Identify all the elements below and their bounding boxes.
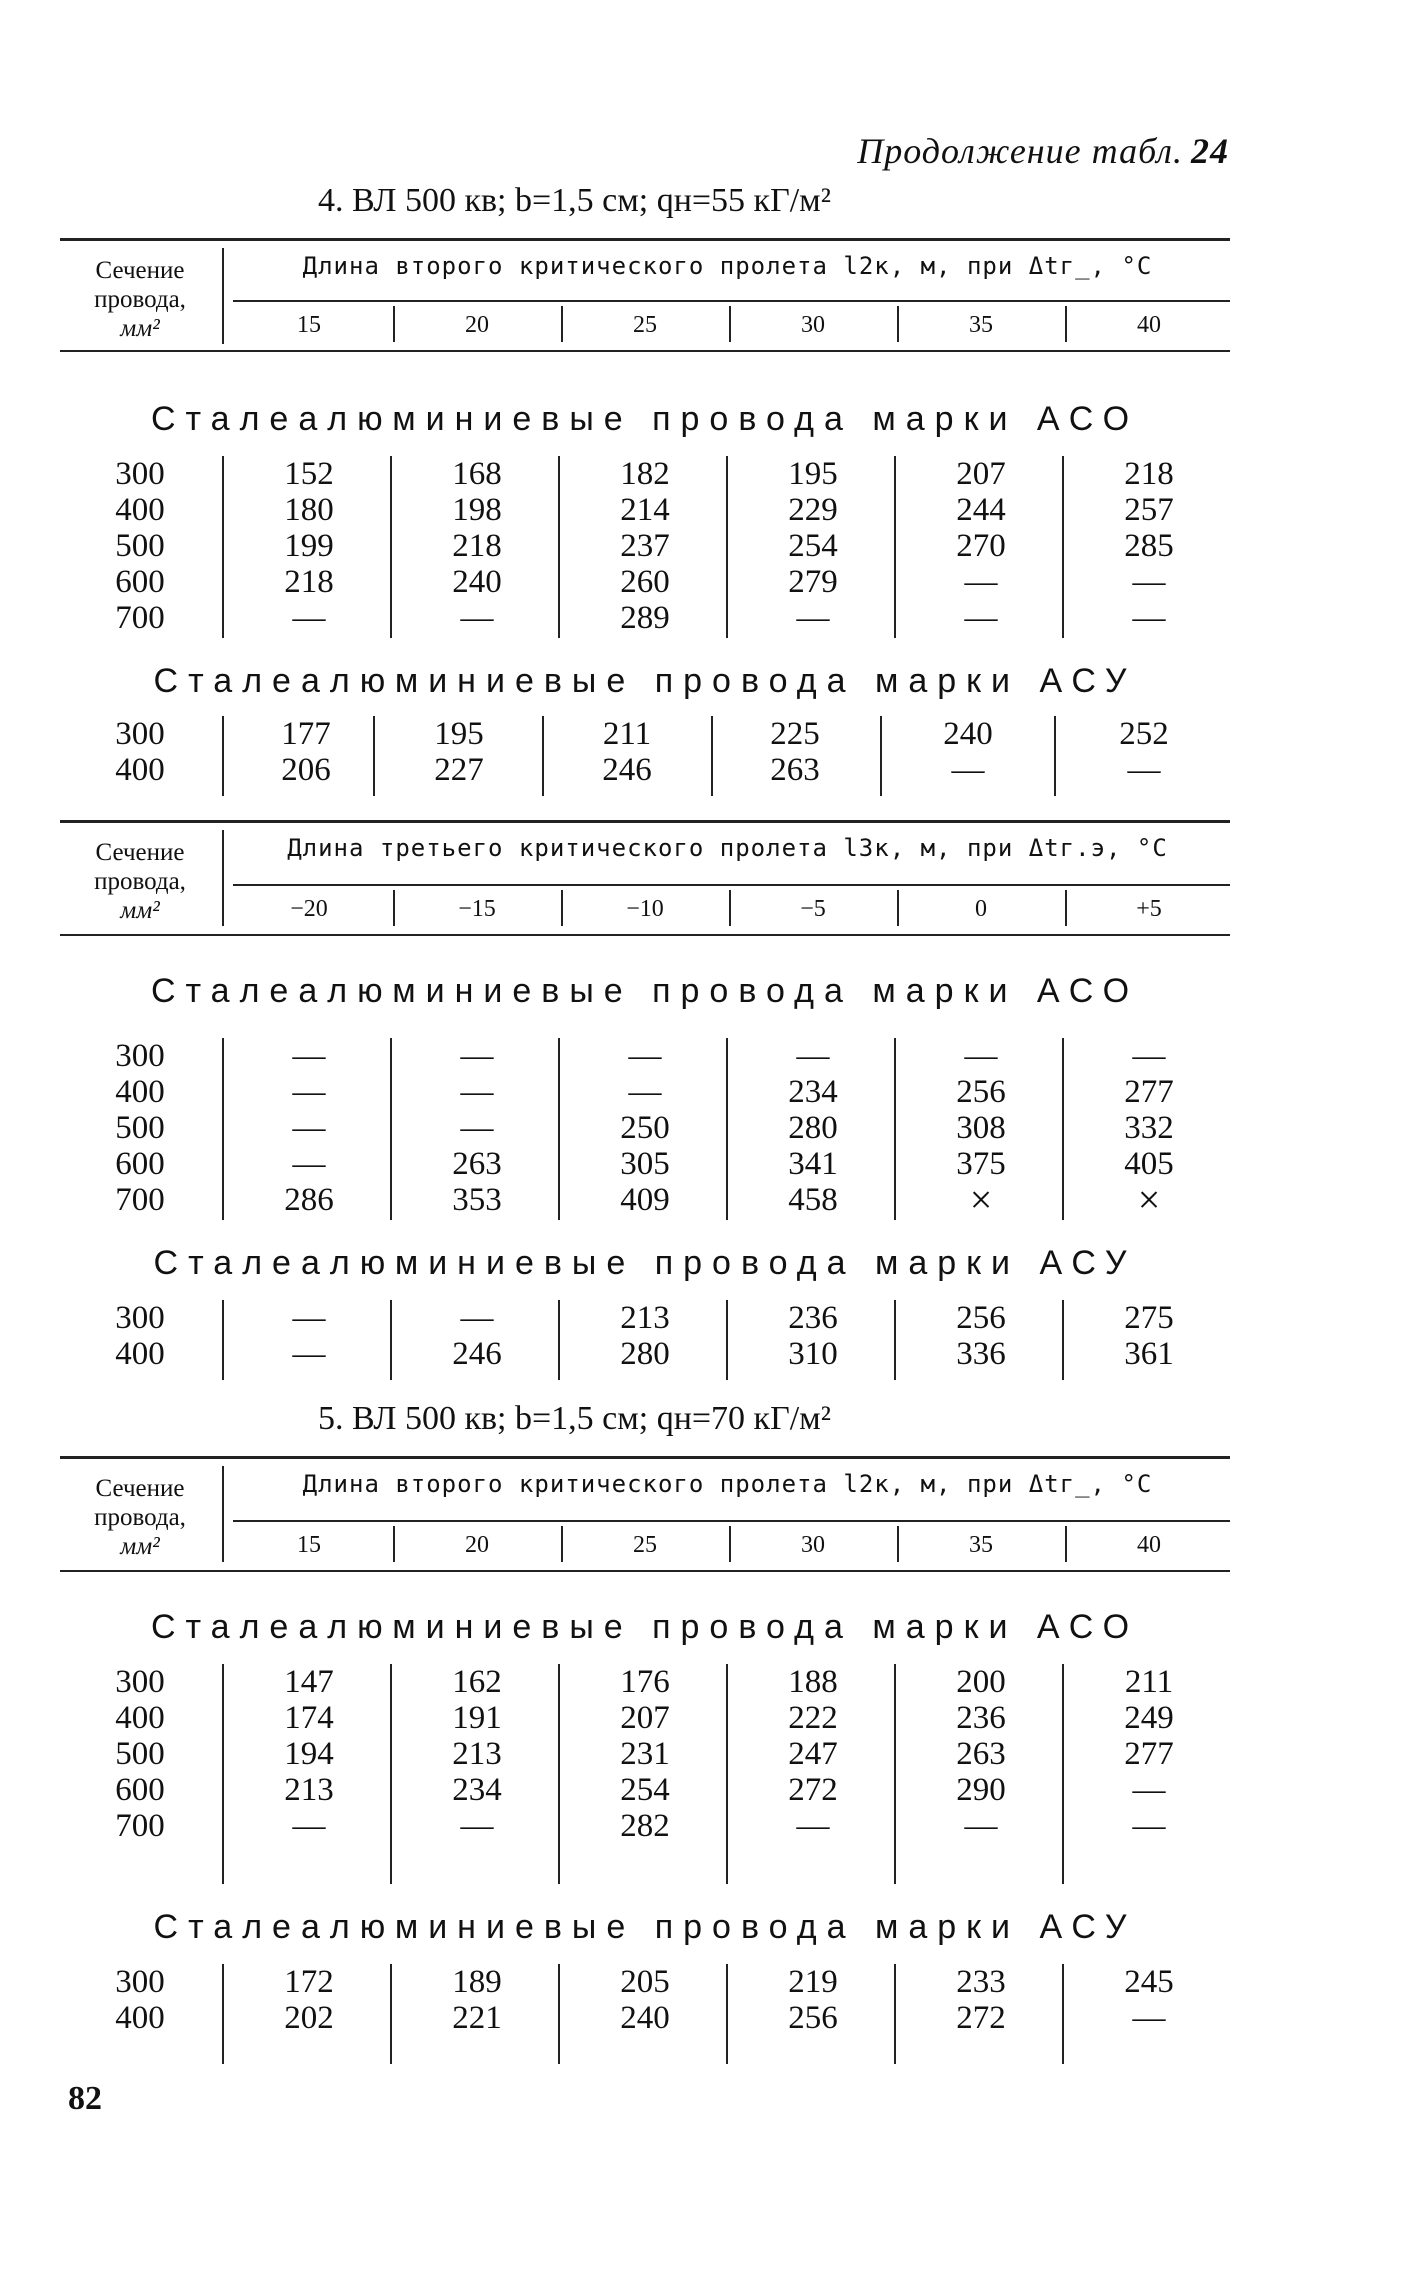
column-header: 35 [969,312,993,338]
column-divider [222,456,224,638]
table-cell: × [1137,1177,1161,1222]
table-cell: 234 [452,1772,502,1808]
table-cell: 256 [788,2000,838,2036]
table-cell: — [796,1808,830,1844]
table-cell: 405 [1124,1146,1174,1182]
table-cell: 252 [1119,716,1169,752]
table-cell: — [1132,2000,1166,2036]
column-header: 30 [801,1532,825,1558]
table-header-bottom-rule [60,934,1230,936]
header-divider [561,890,563,926]
table-cell: 458 [788,1182,838,1218]
table-cell: 260 [620,564,670,600]
header-divider [561,1526,563,1562]
row-section: 500 [115,1110,165,1146]
table-cell: 177 [281,716,331,752]
header-line: Сечение [95,1475,185,1502]
section-title-text: 5. ВЛ 500 кв; b=1,5 см; qн=70 кГ/м² [318,1400,831,1437]
table-cell: — [964,1038,998,1074]
table-cell: 240 [943,716,993,752]
table-cell: 218 [452,528,502,564]
table-cell: 211 [602,716,652,752]
table-cell: 236 [788,1300,838,1336]
header-divider [1065,1526,1067,1562]
table-cell: 263 [770,752,820,788]
column-header: 15 [297,1532,321,1558]
table-cell: 249 [1124,1700,1174,1736]
header-divider [729,306,731,342]
column-header: −20 [290,896,328,922]
table-cell: 250 [620,1110,670,1146]
row-section: 300 [115,1964,165,2000]
column-header: 25 [633,312,657,338]
table-cell: — [964,1808,998,1844]
table-cell: 277 [1124,1074,1174,1110]
column-header: +5 [1136,896,1162,922]
table-cell: — [951,752,985,788]
table-cell: 279 [788,564,838,600]
header-divider [729,890,731,926]
table-cell: 247 [788,1736,838,1772]
table-header-title: Длина второго критического пролета l2к, м, при Δtг_, °С [302,252,1153,280]
group-label: Сталеалюминиевые провода марки АСУ [153,662,1137,700]
table-cell: 353 [452,1182,502,1218]
table-cell: 176 [620,1664,670,1700]
column-divider [1054,716,1056,796]
table-header-title: Длина второго критического пролета l2к, м, при Δtг_, °С [302,1470,1153,1498]
table-cell: 211 [1124,1664,1174,1700]
table-cell: 285 [1124,528,1174,564]
table-cell: 168 [452,456,502,492]
header-divider [393,306,395,342]
group-label: Сталеалюминиевые провода марки АСО [150,972,1140,1010]
table-cell: 233 [956,1964,1006,2000]
header-divider [393,890,395,926]
table-cell: 341 [788,1146,838,1182]
table-cell: 218 [284,564,334,600]
header-line: Сечение [95,839,185,866]
column-header: 0 [975,896,987,922]
header-divider [222,248,224,344]
table-cell: 199 [284,528,334,564]
table-cell: 213 [284,1772,334,1808]
table-cell: 263 [452,1146,502,1182]
table-cell: 254 [620,1772,670,1808]
section-title-text: 4. ВЛ 500 кв; b=1,5 см; qн=55 кГ/м² [318,182,831,219]
table-cell: 280 [788,1110,838,1146]
table-cell: 152 [284,456,334,492]
header-separator [233,300,1230,302]
table-cell: — [292,1110,326,1146]
table-cell: 246 [452,1336,502,1372]
column-header: −10 [626,896,664,922]
table-cell: 229 [788,492,838,528]
table-cell: — [460,1074,494,1110]
table-cell: — [292,1808,326,1844]
header-divider [1065,306,1067,342]
column-header: 15 [297,312,321,338]
row-section: 400 [115,1700,165,1736]
table-cell: 231 [620,1736,670,1772]
table-cell: 332 [1124,1110,1174,1146]
column-header: 20 [465,312,489,338]
row-section: 700 [115,1182,165,1218]
header-divider [897,1526,899,1562]
table-cell: 240 [620,2000,670,2036]
table-top-rule [60,1456,1230,1459]
table-cell: 225 [770,716,820,752]
table-cell: — [460,1300,494,1336]
row-section: 300 [115,716,165,752]
column-divider [222,1038,224,1220]
table-header-bottom-rule [60,1570,1230,1572]
header-separator [233,884,1230,886]
header-divider [561,306,563,342]
table-cell: 240 [452,564,502,600]
table-top-rule [60,820,1230,823]
header-divider [222,830,224,926]
column-divider [222,1300,224,1380]
row-section: 700 [115,1808,165,1844]
header-divider [897,306,899,342]
continuation-header [857,130,1229,172]
table-cell: 256 [956,1074,1006,1110]
header-line: провода, [94,286,186,313]
header-divider [729,1526,731,1562]
table-cell: 162 [452,1664,502,1700]
table-cell: 234 [788,1074,838,1110]
table-cell: 409 [620,1182,670,1218]
table-cell: 195 [788,456,838,492]
table-cell: 246 [602,752,652,788]
column-divider [222,1964,224,2064]
continuation-label: Продолжение табл. [857,131,1183,171]
table-cell: 213 [452,1736,502,1772]
table-cell: 280 [620,1336,670,1372]
table-cell: 236 [956,1700,1006,1736]
table-cell: — [1127,752,1161,788]
section-title [318,1400,831,1438]
table-cell: — [460,1808,494,1844]
table-cell: 336 [956,1336,1006,1372]
table-cell: 205 [620,1964,670,2000]
header-line: Сечение [95,257,185,284]
table-cell: — [460,1038,494,1074]
table-cell: 375 [956,1146,1006,1182]
table-cell: 256 [956,1300,1006,1336]
group-label: Сталеалюминиевые провода марки АСУ [153,1244,1137,1282]
table-cell: 213 [620,1300,670,1336]
table-cell: 286 [284,1182,334,1218]
row-section: 300 [115,456,165,492]
table-cell: 245 [1124,1964,1174,2000]
table-cell: — [292,1146,326,1182]
section-column-header [60,1474,220,1561]
table-cell: 277 [1124,1736,1174,1772]
table-cell: 172 [284,1964,334,2000]
table-cell: 254 [788,528,838,564]
table-cell: — [964,564,998,600]
table-cell: — [292,1300,326,1336]
section-column-header [60,838,220,925]
table-cell: 189 [452,1964,502,2000]
table-cell: 289 [620,600,670,636]
header-separator [233,1520,1230,1522]
table-cell: 263 [956,1736,1006,1772]
table-cell: — [292,1336,326,1372]
table-cell: 200 [956,1664,1006,1700]
table-cell: 222 [788,1700,838,1736]
table-cell: 206 [281,752,331,788]
group-label: Сталеалюминиевые провода марки АСО [150,400,1140,438]
group-label: Сталеалюминиевые провода марки АСО [150,1608,1140,1646]
table-cell: 290 [956,1772,1006,1808]
header-unit: мм² [120,897,160,924]
table-cell: — [460,600,494,636]
column-header: 25 [633,1532,657,1558]
table-cell: 272 [788,1772,838,1808]
group-label: Сталеалюминиевые провода марки АСУ [153,1908,1137,1946]
header-divider [393,1526,395,1562]
row-section: 700 [115,600,165,636]
table-cell: 147 [284,1664,334,1700]
table-header-title: Длина третьего критического пролета l3к, м, при Δtг.э, °С [287,834,1168,862]
table-cell: 195 [434,716,484,752]
table-cell: — [964,600,998,636]
column-header: 40 [1137,312,1161,338]
table-cell: 219 [788,1964,838,2000]
header-line: провода, [94,868,186,895]
table-cell: 218 [1124,456,1174,492]
row-section: 400 [115,1074,165,1110]
table-cell: 182 [620,456,670,492]
page-number: 82 [68,2080,102,2117]
table-cell: — [1132,1772,1166,1808]
table-number: 24 [1191,131,1229,171]
table-header-bottom-rule [60,350,1230,352]
header-divider [222,1466,224,1562]
table-cell: 188 [788,1664,838,1700]
row-section: 600 [115,564,165,600]
row-section: 400 [115,2000,165,2036]
column-header: 40 [1137,1532,1161,1558]
header-unit: мм² [120,1533,160,1560]
table-cell: 207 [956,456,1006,492]
table-cell: 191 [452,1700,502,1736]
column-header: −15 [458,896,496,922]
table-cell: 237 [620,528,670,564]
table-cell: — [1132,1038,1166,1074]
table-cell: — [292,600,326,636]
table-cell: 202 [284,2000,334,2036]
table-cell: 207 [620,1700,670,1736]
table-cell: × [969,1177,993,1222]
column-header: −5 [800,896,826,922]
table-cell: 194 [284,1736,334,1772]
row-section: 300 [115,1038,165,1074]
row-section: 500 [115,528,165,564]
table-cell: — [796,600,830,636]
table-cell: 174 [284,1700,334,1736]
section-column-header [60,256,220,343]
table-cell: 180 [284,492,334,528]
section-title [318,182,831,220]
table-cell: 270 [956,528,1006,564]
table-cell: 308 [956,1110,1006,1146]
header-unit: мм² [120,315,160,342]
column-header: 20 [465,1532,489,1558]
table-cell: 221 [452,2000,502,2036]
table-cell: — [628,1074,662,1110]
table-cell: — [796,1038,830,1074]
table-cell: 305 [620,1146,670,1182]
table-cell: 257 [1124,492,1174,528]
row-section: 400 [115,752,165,788]
table-cell: 198 [452,492,502,528]
table-cell: — [628,1038,662,1074]
table-cell: — [1132,600,1166,636]
table-cell: 214 [620,492,670,528]
header-divider [897,890,899,926]
row-section: 400 [115,492,165,528]
row-section: 500 [115,1736,165,1772]
table-cell: — [1132,1808,1166,1844]
table-cell: 282 [620,1808,670,1844]
table-cell: 275 [1124,1300,1174,1336]
table-cell: 244 [956,492,1006,528]
row-section: 600 [115,1772,165,1808]
table-top-rule [60,238,1230,241]
column-divider [880,716,882,796]
row-section: 300 [115,1664,165,1700]
header-divider [1065,890,1067,926]
row-section: 400 [115,1336,165,1372]
table-cell: — [292,1074,326,1110]
table-cell: 361 [1124,1336,1174,1372]
header-line: провода, [94,1504,186,1531]
table-cell: 310 [788,1336,838,1372]
table-cell: — [292,1038,326,1074]
row-section: 300 [115,1300,165,1336]
row-section: 600 [115,1146,165,1182]
column-divider [222,1664,224,1884]
table-cell: — [460,1110,494,1146]
table-cell: — [1132,564,1166,600]
table-cell: 272 [956,2000,1006,2036]
column-header: 35 [969,1532,993,1558]
column-header: 30 [801,312,825,338]
table-cell: 227 [434,752,484,788]
